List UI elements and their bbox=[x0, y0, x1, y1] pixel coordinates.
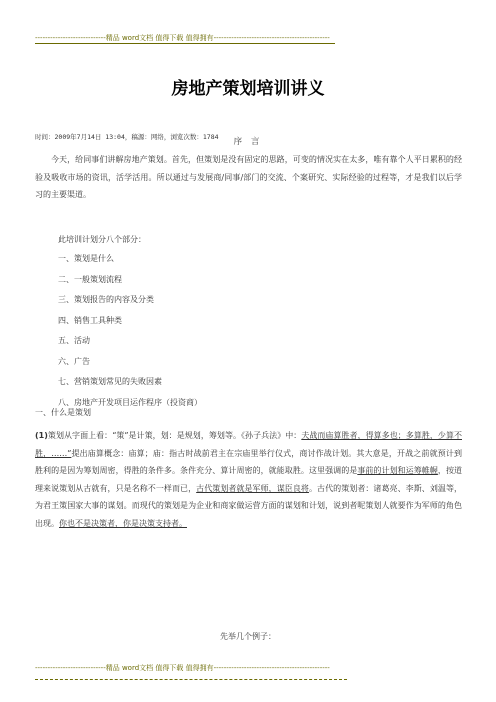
intro-paragraph: 今天，给同事们讲解房地产策划。首先，但策划是没有固定的思路，可变的情况实在太多，唯有靠个人平日累积的经验及吸收市场的资讯，活学活用。所以通过与发展商/同事/部门的交流、个案研究、实际经验的过程等，才是我们以后学习的主要渠道。 bbox=[35, 155, 462, 199]
header-banner: ----------------------------精品 word文档 值得下载 值得拥有---------------------------------------------- bbox=[35, 33, 335, 44]
text-span: 提出庙算概念：庙算；庙：指古时战前君主在宗庙里举行仪式，商讨作战计划。其大意是，开战之前就预计到胜利的是因为筹划周密，得胜的条件多。条件充分、算计周密的，就能取胜。这里强调的是 bbox=[35, 448, 462, 475]
outline-item: 一、策划是什么 bbox=[58, 254, 114, 263]
outline-item: 八、房地产开发项目运作程序（投资商） bbox=[58, 397, 202, 407]
emphasis-underlined: 古代策划者就是军师，谋臣良将 bbox=[196, 483, 309, 493]
outline-item: 二、一般策划流程 bbox=[58, 274, 122, 284]
paragraph-number: (1) bbox=[35, 431, 48, 440]
preface-heading: 序 言 bbox=[233, 137, 263, 147]
footer-divider bbox=[35, 679, 347, 680]
outline-item: 三、策划报告的内容及分类 bbox=[58, 295, 154, 304]
footer-banner: ----------------------------精品 word文档 值得下载 值得拥有---------------------------------------------- bbox=[35, 664, 330, 672]
outline-item: 七、营销策划常见的失败因素 bbox=[58, 377, 162, 386]
emphasis-underlined: 你也不是决策者，你是决策支持者。 bbox=[59, 518, 187, 528]
definition-paragraph bbox=[35, 427, 462, 532]
article-meta: 时间：2009年7月14日 13:04，稿源：网络，浏览次数：1784 bbox=[35, 133, 219, 141]
outline-item: 四、销售工具种类 bbox=[58, 315, 122, 325]
text-span: ，按道理来说策划从古就有，只是名称不一样而已， bbox=[35, 466, 463, 493]
outline-item: 五、活动 bbox=[58, 336, 90, 345]
emphasis-underlined: 事前的计划和运筹帷幄 bbox=[357, 466, 438, 475]
text-span: 。古代的策划者：诸葛亮、李斯、刘温等，为君王策国家大事的谋划。而现代的策划是为企业和商家做运营方面的谋划和计划，说到者呢策划人就要作为军师的角色出现。 bbox=[35, 483, 463, 528]
outline-intro: 此培训计划分八个部分： bbox=[58, 235, 146, 244]
section-heading-1: 一、什么是策划 bbox=[35, 408, 91, 417]
outline-item: 六、广告 bbox=[58, 356, 90, 366]
document-title: 房地产策划培训讲义 bbox=[171, 79, 325, 99]
outline-list bbox=[58, 249, 202, 413]
examples-heading: 先举几个例子： bbox=[220, 632, 276, 641]
quote-underlined: 夫战而庙算胜者，得算多也；多算胜，少算不胜，……” bbox=[35, 431, 462, 458]
text-span: 策划从字面上看：“策”是计策，划：是规划，筹划等。《孙子兵法》中： bbox=[47, 431, 302, 440]
